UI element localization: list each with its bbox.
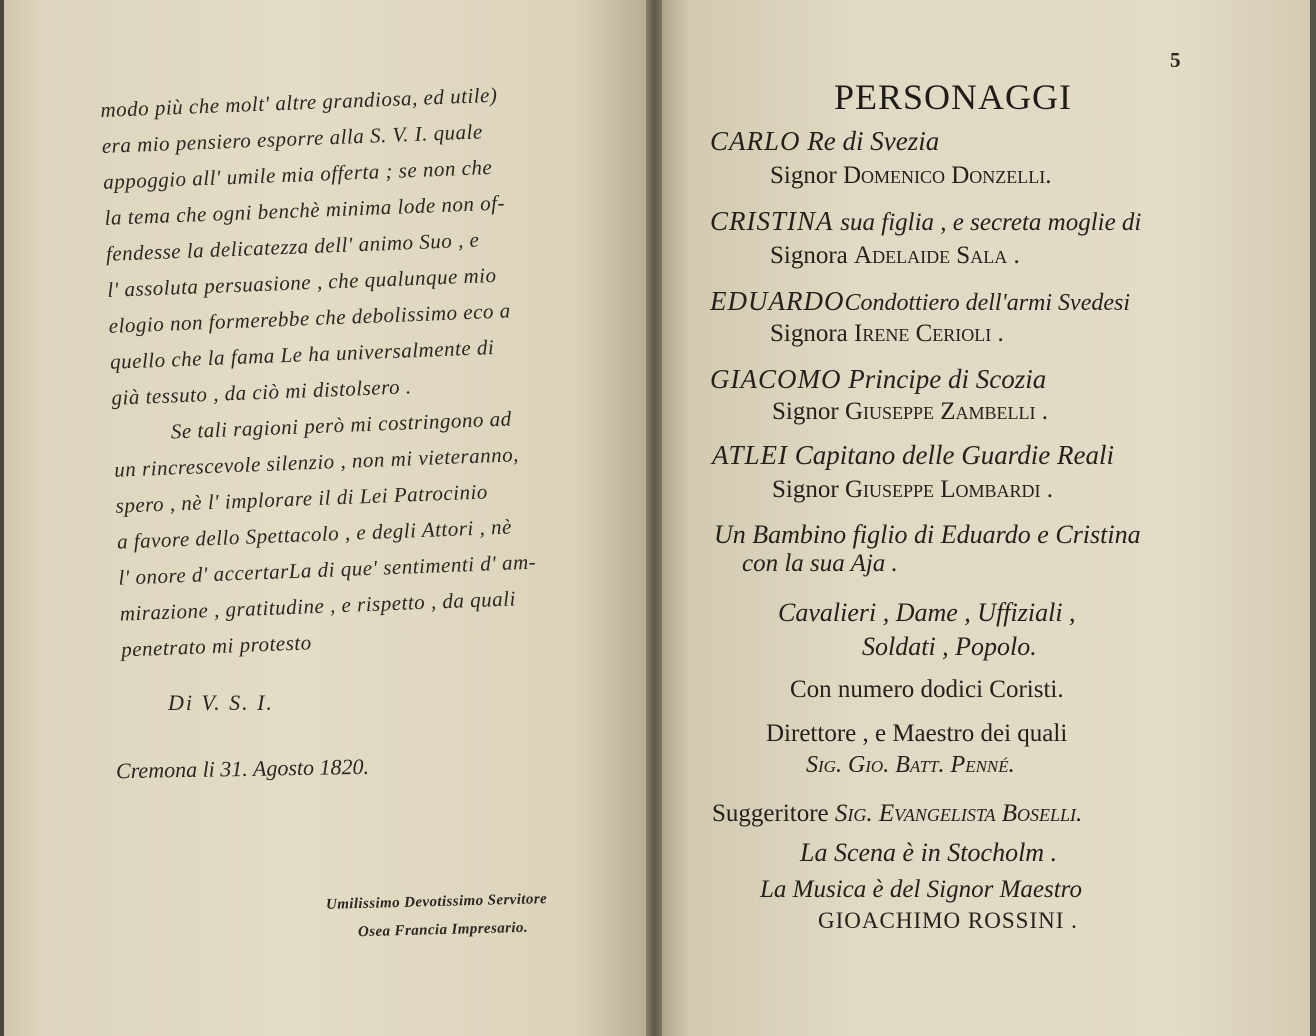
- body-line: appoggio all' umile mia offerta ; se non che: [102, 155, 493, 194]
- role-entry: [710, 126, 939, 157]
- body-line: era mio pensiero esporre alla S. V. I. quale: [101, 119, 484, 158]
- music-line-1: La Musica è del Signor Maestro: [760, 876, 1082, 903]
- singer-title: Signor: [770, 162, 837, 189]
- director-line-1: Direttore , e Maestro dei quali: [766, 720, 1068, 747]
- body-line: un rincrescevole silenzio , non mi vieteranno,: [113, 442, 520, 482]
- role-name: GIACOMO: [710, 364, 842, 394]
- body-line: l' assoluta persuasione , che qualunque mio: [106, 262, 497, 302]
- left-page: [4, 0, 652, 1036]
- body-line: già tessuto , da ciò mi distolsero .: [111, 374, 412, 410]
- extras-line-1: Cavalieri , Dame , Uffiziali ,: [778, 598, 1076, 627]
- singer-name: Giuseppe Zambelli .: [844, 398, 1049, 425]
- role-name: CARLO: [710, 126, 801, 156]
- prompter-name: Sig. Evangelista Boselli.: [834, 800, 1083, 827]
- body-line: penetrato mi protesto: [120, 630, 313, 662]
- role-description: Principe di Scozia: [848, 364, 1047, 394]
- child-line-2: con la sua Aja .: [742, 550, 898, 577]
- body-line: Se tali ragioni però mi costringono ad: [170, 406, 513, 444]
- singer-title: Signor: [772, 476, 839, 503]
- body-line: fendesse la delicatezza dell' animo Suo , e: [105, 227, 480, 266]
- child-line-1: Un Bambino figlio di Eduardo e Cristina: [714, 520, 1141, 549]
- page-title: PERSONAGGI: [834, 77, 1073, 117]
- singer-name: Giuseppe Lombardi .: [844, 476, 1054, 503]
- singer-title: Signora: [770, 242, 848, 269]
- prompter-label: Suggeritore: [712, 800, 829, 827]
- role-name: ATLEI: [712, 440, 789, 470]
- extras-line-2: Soldati , Popolo.: [862, 632, 1037, 661]
- prompter-line: [712, 800, 1082, 828]
- singer-title: Signor: [772, 398, 839, 425]
- body-line: la tema che ogni benchè minima lode non of-: [104, 190, 506, 230]
- body-line: elogio non formerebbe che debolissimo eco a: [108, 298, 512, 338]
- role-name: EDUARDO: [710, 286, 845, 316]
- role-singer: [770, 320, 1004, 348]
- body-line: mirazione , gratitudine , e rispetto , da quali: [119, 586, 517, 626]
- role-description: Capitano delle Guardie Reali: [794, 440, 1114, 470]
- body-line: spero , nè l' implorare il di Lei Patrocinio: [115, 479, 489, 518]
- date-line: Cremona li 31. Agosto 1820.: [115, 753, 370, 784]
- role-description: Re di Svezia: [807, 126, 940, 156]
- role-entry: [710, 206, 1141, 237]
- role-singer: [772, 476, 1053, 504]
- body-line: l' onore d' accertarLa di que' sentimenti d' am-: [117, 549, 537, 590]
- signature-line-1: Umilissimo Devotissimo Servitore: [325, 891, 548, 913]
- director-line-2: Sig. Gio. Batt. Penné.: [806, 752, 1015, 778]
- role-singer: [770, 162, 1052, 190]
- role-entry: [710, 364, 1046, 395]
- music-line-2: GIOACHIMO ROSSINI .: [818, 908, 1078, 933]
- signature-line-2: Osea Francia Impresario.: [357, 919, 529, 941]
- body-line: quello che la fama Le ha universalmente di: [109, 335, 495, 374]
- singer-name: Domenico Donzelli.: [842, 162, 1052, 189]
- role-name: CRISTINA: [710, 206, 834, 236]
- role-singer: [772, 398, 1048, 426]
- book-gutter: [646, 0, 662, 1036]
- role-entry: [712, 440, 1114, 471]
- role-entry: [710, 286, 1130, 317]
- role-description: sua figlia , e secreta moglie di: [840, 209, 1142, 236]
- chorus-line: Con numero dodici Coristi.: [790, 676, 1064, 703]
- singer-name: Adelaide Sala .: [854, 242, 1020, 269]
- body-line: modo più che molt' altre grandiosa, ed utile): [100, 82, 498, 122]
- book-edge-right: [1310, 0, 1316, 1036]
- body-line: a favore dello Spettacolo , e degli Attori , nè: [116, 514, 513, 554]
- closing-formula: Di V. S. I.: [168, 690, 274, 715]
- page-number: 5: [1170, 48, 1181, 72]
- singer-title: Signora: [770, 320, 848, 347]
- role-singer: [770, 242, 1020, 270]
- singer-name: Irene Cerioli .: [854, 320, 1004, 347]
- role-description: Condottiero dell'armi Svedesi: [844, 290, 1131, 316]
- scene-line: La Scena è in Stocholm .: [800, 838, 1058, 867]
